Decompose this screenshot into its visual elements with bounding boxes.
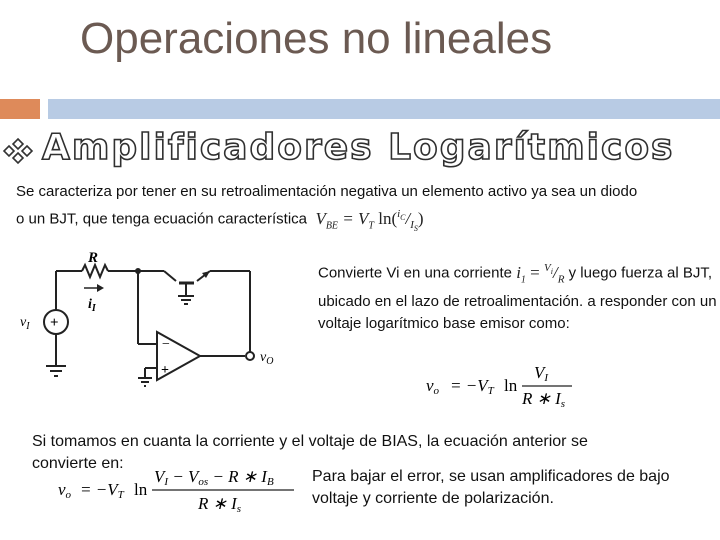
svg-text:R ∗ Is: R ∗ Is (198, 494, 242, 515)
label-vo: $v_O$ (260, 350, 274, 367)
eq-equals: = (530, 262, 540, 282)
explain-pre: Convierte Vi en una corriente (318, 264, 513, 282)
diamond-bullet-icon (2, 137, 34, 165)
svg-text:VI: VI (534, 363, 549, 384)
svg-text:R ∗ Is: R ∗ Is (522, 389, 566, 410)
bias-line-1: Si tomamos en cuanta la corriente y el voltaje de BIAS, la ecuación anterior se (32, 433, 588, 450)
intro-paragraph (16, 180, 716, 240)
bias-corrected-equation (58, 465, 303, 517)
eq-vbe: V (315, 208, 326, 228)
explanation-paragraph (318, 257, 718, 335)
resistor-symbol (82, 265, 108, 277)
eq-vt: = V (342, 208, 369, 228)
accent-bar-orange (0, 99, 40, 119)
eq-vi: V (544, 262, 551, 274)
eq-r: R (557, 273, 565, 286)
accent-bar-blue (48, 99, 720, 119)
eq-vbe-sub: BE (325, 220, 339, 232)
eq-close: ) (417, 208, 424, 228)
eq-i1: i (516, 262, 521, 282)
eq-vt-sub: T (368, 220, 374, 232)
svg-text:vo: vo (58, 480, 72, 501)
log-amplifier-circuit (14, 244, 304, 394)
label-i: $i_I$ (88, 297, 96, 314)
svg-text:ln: ln (504, 376, 518, 395)
svg-text:= −VT: = −VT (80, 480, 124, 501)
source-plus: + (50, 315, 59, 331)
eq-ic-sub: C (400, 213, 406, 223)
opamp-minus: − (162, 337, 170, 352)
log-output-equation (426, 358, 626, 412)
intro-line-2 (16, 203, 716, 240)
eq-is-sub: S (413, 224, 418, 234)
characteristic-equation: $V_{BE} = V_T$ $\ln(^{i_C}/_{I_S})$ (315, 208, 424, 234)
eq-ic: i (397, 208, 401, 220)
eq-ln: ln( (378, 208, 398, 228)
bias-line-2: convierte en: (32, 455, 124, 472)
eq-is: I (410, 219, 414, 232)
current-arrow-icon (97, 284, 104, 292)
explain-post: y luego fuerza al BJT, ubicado en el lazo de retroalimentación. a responder con un voltaje logarítmico base emisor como: (318, 264, 717, 333)
error-note: Para bajar el error, se usan amplificadores de bajo voltaje y corriente de polarización. (312, 468, 670, 507)
output-terminal (246, 352, 254, 360)
eq-vi-sub: i (550, 267, 553, 277)
svg-text:VI − Vos − R ∗ IB: VI − Vos − R ∗ IB (154, 467, 274, 488)
current-equation: $i_1 = ^{V_i}/_R$ (516, 262, 565, 286)
label-r: R (88, 250, 99, 266)
intro-line-2-text: o un BJT, que tenga ecuación característica (16, 210, 308, 228)
intro-line-1: Se caracteriza por tener en su retroalimentación negativa un elemento activo ya sea un diodo (16, 183, 638, 200)
svg-text:ln: ln (134, 480, 148, 499)
section-heading: Amplificadores Logarítmicos (42, 127, 675, 168)
opamp-plus: + (161, 363, 169, 378)
label-vi: $v_I$ (20, 315, 30, 332)
svg-text:vo: vo (426, 376, 440, 397)
eq-i1-sub: 1 (520, 274, 526, 286)
svg-text:= −VT: = −VT (450, 376, 494, 397)
slide-title: Operaciones no lineales (80, 14, 553, 63)
